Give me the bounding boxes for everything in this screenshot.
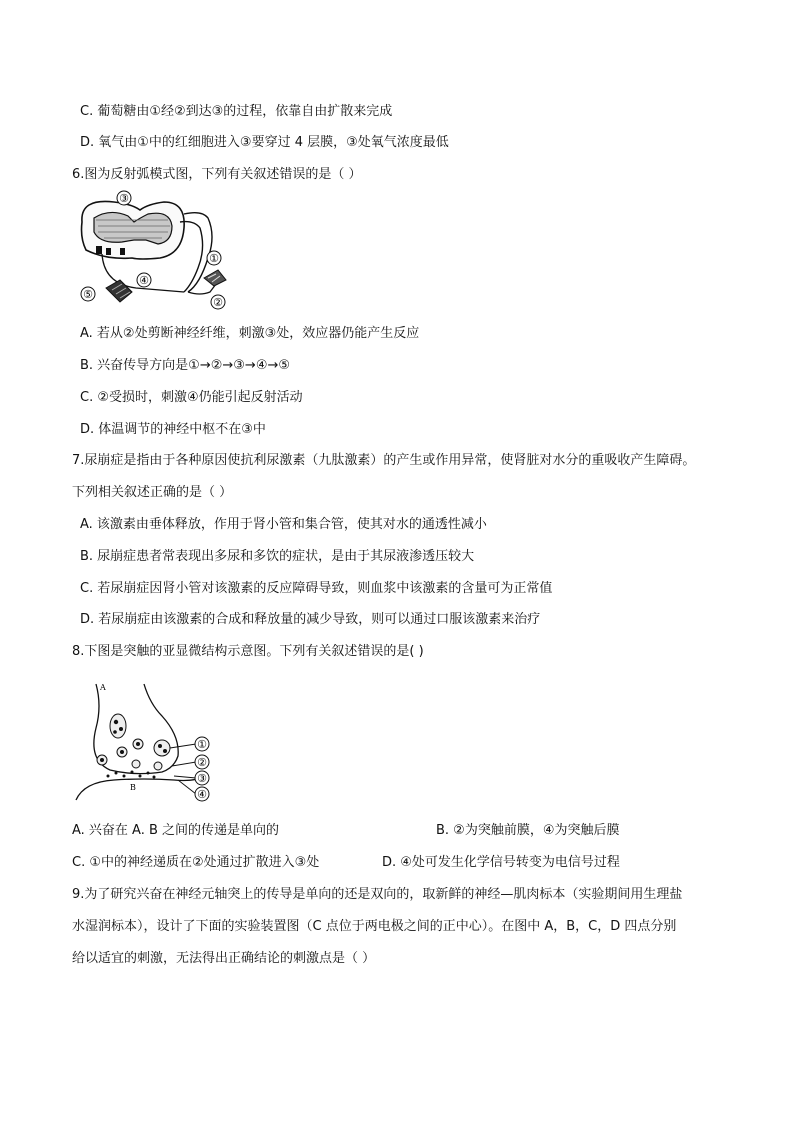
q9-stem-line3: 给以适宜的刺激，无法得出正确结论的刺激点是（ ） [72, 951, 376, 966]
q5-option-c: C. 葡萄糖由①经②到达③的过程，依靠自由扩散来完成 [80, 104, 393, 119]
reflex-label-5: ⑤ [83, 288, 93, 301]
q6-stem: 6.图为反射弧模式图，下列有关叙述错误的是（ ） [72, 167, 362, 182]
q7-option-a: A. 该激素由垂体释放，作用于肾小管和集合管，使其对水的通透性减小 [80, 517, 487, 532]
synapse-figure [74, 676, 224, 806]
q7-option-d: D. 若尿崩症由该激素的合成和释放量的减少导致，则可以通过口服该激素来治疗 [80, 612, 541, 627]
q8-option-b: B. ②为突触前膜，④为突触后膜 [436, 823, 620, 838]
q9-stem-line2: 水湿润标本），设计了下面的实验装置图（C 点位于两电极之间的正中心）。在图中 A，B，C，D 四点分别 [72, 919, 677, 934]
q7-option-b: B. 尿崩症患者常表现出多尿和多饮的症状，是由于其尿液渗透压较大 [80, 549, 475, 564]
reflex-label-2: ② [213, 296, 223, 309]
synapse-label-b: B [130, 783, 136, 792]
q7-stem-line1: 7.尿崩症是指由于各种原因使抗利尿激素（九肽激素）的产生或作用异常，使肾脏对水分的重吸收产生障碍。 [72, 453, 696, 468]
q8-stem: 8.下图是突触的亚显微结构示意图。下列有关叙述错误的是( ) [72, 644, 424, 659]
q7-option-c: C. 若尿崩症因肾小管对该激素的反应障碍导致，则血浆中该激素的含量可为正常值 [80, 581, 553, 596]
reflex-label-4: ④ [139, 274, 149, 287]
reflex-arc-figure [76, 188, 236, 312]
q6-option-a: A. 若从②处剪断神经纤维，刺激③处，效应器仍能产生反应 [80, 326, 420, 341]
synapse-label-3: ③ [197, 772, 207, 785]
reflex-label-3: ③ [119, 192, 129, 205]
q5-option-d: D. 氧气由①中的红细胞进入③要穿过 4 层膜，③处氧气浓度最低 [80, 135, 449, 150]
synapse-label-4: ④ [197, 788, 207, 801]
synapse-label-2: ② [197, 756, 207, 769]
q7-stem-line2: 下列相关叙述正确的是（ ） [72, 485, 233, 500]
synapse-label-a: A [100, 683, 106, 692]
reflex-label-1: ① [209, 252, 219, 265]
q6-option-b: B. 兴奋传导方向是①→②→③→④→⑤ [80, 358, 291, 373]
q6-option-c: C. ②受损时，刺激④仍能引起反射活动 [80, 390, 303, 405]
q8-option-c: C. ①中的神经递质在②处通过扩散进入③处 [72, 855, 320, 870]
synapse-label-1: ① [197, 738, 207, 751]
q8-option-a: A. 兴奋在 A. B 之间的传递是单向的 [72, 823, 280, 838]
q8-option-d: D. ④处可发生化学信号转变为电信号过程 [382, 855, 620, 870]
q6-option-d: D. 体温调节的神经中枢不在③中 [80, 422, 266, 437]
q9-stem-line1: 9.为了研究兴奋在神经元轴突上的传导是单向的还是双向的，取新鲜的神经—肌肉标本（实验期间用生理盐 [72, 887, 683, 902]
